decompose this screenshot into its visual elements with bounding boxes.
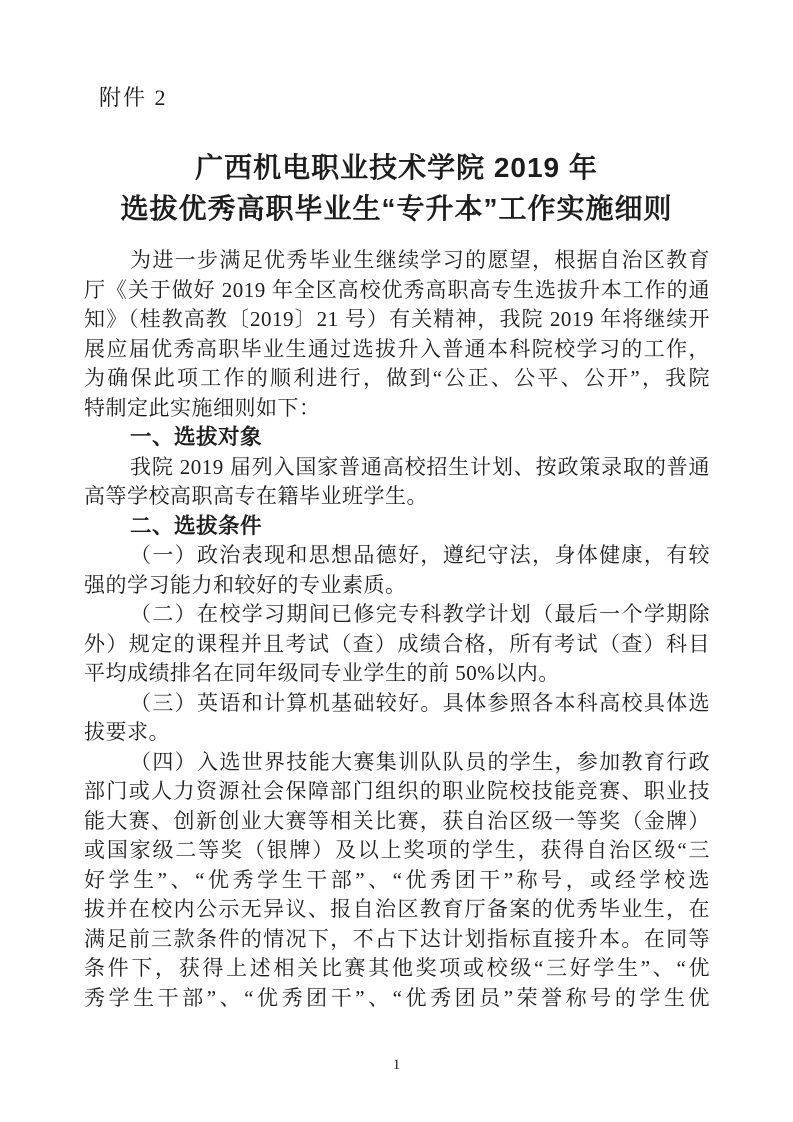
text-line: 好学生”、“优秀学生干部”、“优秀团干”称号，或经学校选 xyxy=(84,867,710,892)
text-line: 为进一步满足优秀毕业生继续学习的愿望，根据自治区教育 xyxy=(130,248,710,272)
text-line: （二）在校学习期间已修完专科教学计划（最后一个学期除 xyxy=(130,602,710,626)
text-line: 拔要求。 xyxy=(84,720,170,744)
title-line-2: 选拔优秀高职毕业生“专升本”工作实施细则 xyxy=(120,193,673,224)
section-heading xyxy=(84,423,710,453)
heading-line: 一、选拔对象 xyxy=(130,425,263,449)
text-line: 为确保此项工作的顺利进行，做到“公正、公平、公开”，我院 xyxy=(84,366,710,390)
title-line-1: 广西机电职业技术学院 2019 年 xyxy=(195,152,598,183)
text-line: 秀学生干部”、“优秀团干”、“优秀团员”荣誉称号的学生优 xyxy=(84,985,710,1010)
paragraph xyxy=(84,246,710,423)
document-title xyxy=(0,147,793,229)
text-line: 展应届优秀高职毕业生通过选拔升入普通本科院校学习的工作， xyxy=(84,336,710,361)
text-line: （四）入选世界技能大赛集训队队员的学生，参加教育行政 xyxy=(130,749,710,774)
text-line: 满足前三款条件的情况下，不占下达计划指标直接升本。在同等 xyxy=(84,926,710,951)
paragraph xyxy=(84,748,710,1014)
text-line: （三）英语和计算机基础较好。具体参照各本科高校具体选 xyxy=(130,690,710,715)
page-number: 1 xyxy=(392,1057,401,1073)
paragraph xyxy=(84,689,710,748)
paragraph xyxy=(84,453,710,512)
text-line: 拔并在校内公示无异议、报自治区教育厅备案的优秀毕业生，在 xyxy=(84,897,710,921)
section-heading xyxy=(84,512,710,542)
text-line: 知》（桂教高教〔2019〕21 号）有关精神，我院 2019 年将继续开 xyxy=(84,307,710,331)
text-line: 厅《关于做好 2019 年全区高校优秀高职高专生选拔升本工作的通 xyxy=(84,277,710,302)
paragraph xyxy=(84,541,710,600)
text-line: 强的学习能力和较好的专业素质。 xyxy=(84,572,407,597)
attachment-label: 附件 2 xyxy=(99,85,168,110)
paragraph xyxy=(84,600,710,689)
text-line: 能大赛、创新创业大赛等相关比赛，获自治区级一等奖（金牌） xyxy=(84,808,710,833)
text-line: 特制定此实施细则如下： xyxy=(84,395,321,420)
text-line: 我院 2019 届列入国家普通高校招生计划、按政策录取的普通 xyxy=(130,454,710,479)
text-line: 高等学校高职高专在籍毕业班学生。 xyxy=(84,484,428,508)
text-line: 外）规定的课程并且考试（查）成绩合格，所有考试（查）科目 xyxy=(84,631,710,656)
text-line: 或国家级二等奖（银牌）及以上奖项的学生，获得自治区级“三 xyxy=(84,838,710,862)
text-line: 条件下，获得上述相关比赛其他奖项或校级“三好学生”、“优 xyxy=(84,956,710,980)
content xyxy=(84,246,710,1013)
heading-line: 二、选拔条件 xyxy=(130,513,263,538)
text-line: 部门或人力资源社会保障部门组织的职业院校技能竞赛、职业技 xyxy=(84,779,710,803)
text-line: 平均成绩排名在同年级同专业学生的前 50%以内。 xyxy=(84,661,560,685)
text-line: （一）政治表现和思想品德好，遵纪守法，身体健康，有较 xyxy=(130,543,710,567)
